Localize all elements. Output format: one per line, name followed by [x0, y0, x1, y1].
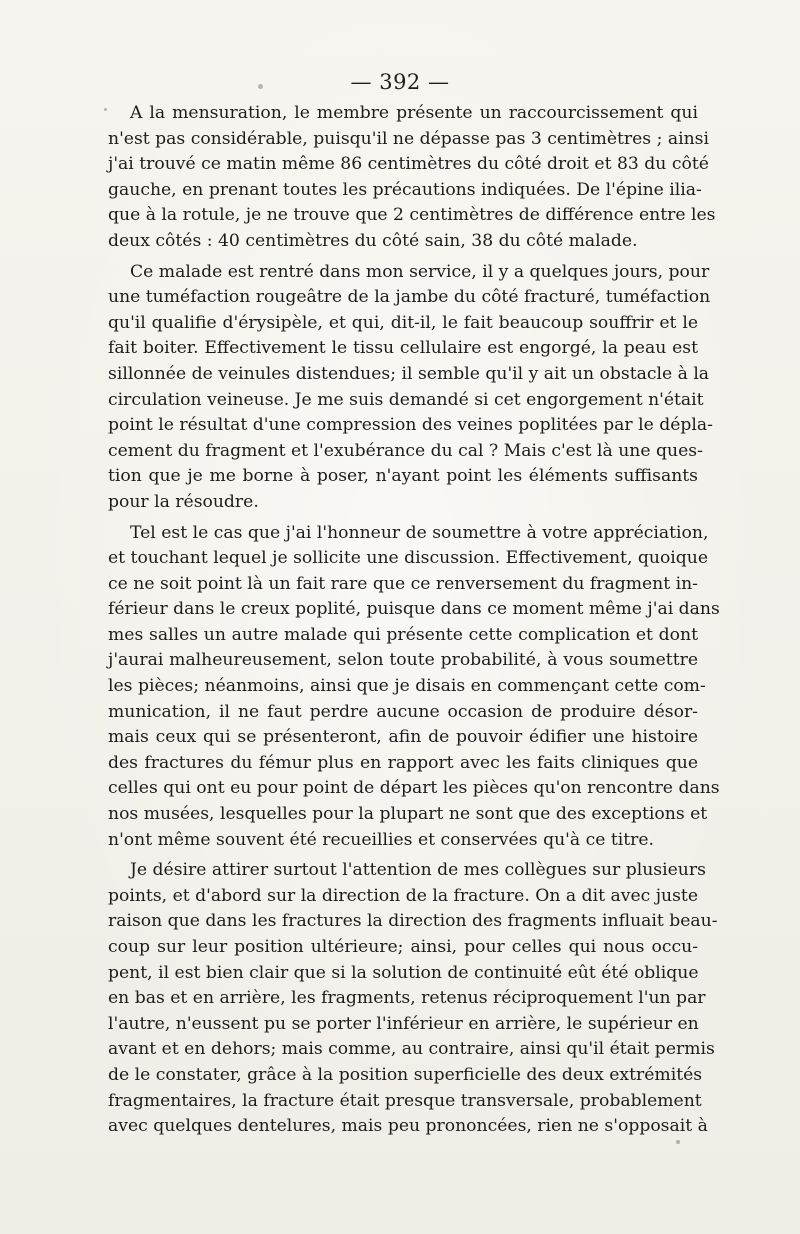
text-line: en bas et en arrière, les fragments, retenus réciproquement l'un par — [108, 988, 706, 1009]
text-line: j'aurai malheureusement, selon toute probabilité, à vous soumettre — [108, 650, 698, 671]
text-line: les pièces; néanmoins, ainsi que je disais en commençant cette com- — [108, 676, 706, 697]
text-line: cement du fragment et l'exubérance du cal ? Mais c'est là une ques- — [108, 440, 703, 461]
text-line: mes salles un autre malade qui présente cette complication et dont — [108, 624, 698, 645]
body-text — [108, 101, 720, 1145]
text-line: tion que je me borne à poser, n'ayant point les éléments suffisants — [108, 466, 698, 487]
text-line: Je désire attirer surtout l'attention de mes collègues sur plusieurs — [130, 860, 706, 881]
text-line: n'est pas considérable, puisqu'il ne dépasse pas 3 centimètres ; ainsi — [108, 128, 709, 149]
paper-speck — [258, 84, 263, 89]
text-line: nos musées, lesquelles pour la plupart ne sont que des exceptions et — [108, 804, 708, 825]
text-line: qu'il qualifie d'érysipèle, et qui, dit-il, le fait beaucoup souffrir et le — [108, 312, 698, 333]
text-line: coup sur leur position ultérieure; ainsi, pour celles qui nous occu- — [108, 937, 698, 957]
text-line: de le constater, grâce à la position superficielle des deux extrémités — [108, 1064, 703, 1085]
text-line: pour la résoudre. — [108, 491, 259, 512]
text-line: pent, il est bien clair que si la solution de continuité eût été oblique — [108, 962, 699, 983]
text-line: ce ne soit point là un fait rare que ce renversement du fragment in- — [108, 573, 698, 594]
text-line: une tuméfaction rougeâtre de la jambe du côté fracturé, tuméfaction — [108, 287, 711, 308]
text-line: n'ont même souvent été recueillies et conservées qu'à ce titre. — [108, 829, 655, 850]
text-line: que à la rotule, je ne trouve que 2 centimètres de différence entre les — [108, 205, 716, 226]
text-line: deux côtés : 40 centimètres du côté sain, 38 du côté malade. — [108, 230, 638, 251]
text-line: gauche, en prenant toutes les précautions indiquées. De l'épine ilia- — [108, 179, 702, 200]
text-line: sillonnée de veinules distendues; il semble qu'il y ait un obstacle à la — [108, 363, 710, 384]
text-line: A la mensuration, le membre présente un raccourcissement qui — [130, 103, 698, 123]
text-line: circulation veineuse. Je me suis demandé si cet engorgement n'était — [108, 389, 704, 410]
text-line: fragmentaires, la fracture était presque transversale, probablement — [108, 1090, 702, 1111]
text-line: celles qui ont eu pour point de départ les pièces qu'on rencontre dans — [108, 778, 720, 799]
text-line: point le résultat d'une compression des veines poplitées par le dépla- — [108, 415, 713, 436]
text-line: l'autre, n'eussent pu se porter l'inférieur en arrière, le supérieur en — [108, 1013, 699, 1034]
text-line: points, et d'abord sur la direction de la fracture. On a dit avec juste — [108, 885, 698, 906]
paragraph-3 — [108, 521, 720, 854]
text-line: avec quelques dentelures, mais peu prononcées, rien ne s'opposait à — [108, 1116, 708, 1137]
text-line: Ce malade est rentré dans mon service, il y a quelques jours, pour — [130, 261, 710, 282]
text-line: et touchant lequel je sollicite une discussion. Effectivement, quoique — [108, 548, 709, 569]
paragraph-1 — [108, 101, 716, 255]
paragraph-4 — [108, 858, 718, 1140]
text-line: des fractures du fémur plus en rapport avec les faits cliniques que — [108, 752, 698, 773]
text-line: férieur dans le creux poplité, puisque dans ce moment même j'ai dans — [108, 599, 720, 620]
text-line: mais ceux qui se présenteront, afin de pouvoir édifier une histoire — [108, 727, 698, 748]
text-line: munication, il ne faut perdre aucune occasion de produire désor- — [108, 701, 698, 722]
text-line: avant et en dehors; mais comme, au contraire, ainsi qu'il était permis — [108, 1039, 715, 1060]
paragraph-2 — [108, 260, 713, 516]
text-line: fait boiter. Effectivement le tissu cellulaire est engorgé, la peau est — [108, 338, 698, 359]
text-line: j'ai trouvé ce matin même 86 centimètres du côté droit et 83 du côté — [108, 154, 709, 175]
text-line: Tel est le cas que j'ai l'honneur de soumettre à votre appréciation, — [130, 522, 709, 543]
page-number: — 392 — — [350, 70, 450, 94]
text-line: raison que dans les fractures la direction des fragments influait beau- — [108, 911, 718, 932]
paper-speck — [676, 1140, 680, 1144]
paper-speck — [694, 612, 697, 615]
paper-speck — [104, 108, 107, 111]
